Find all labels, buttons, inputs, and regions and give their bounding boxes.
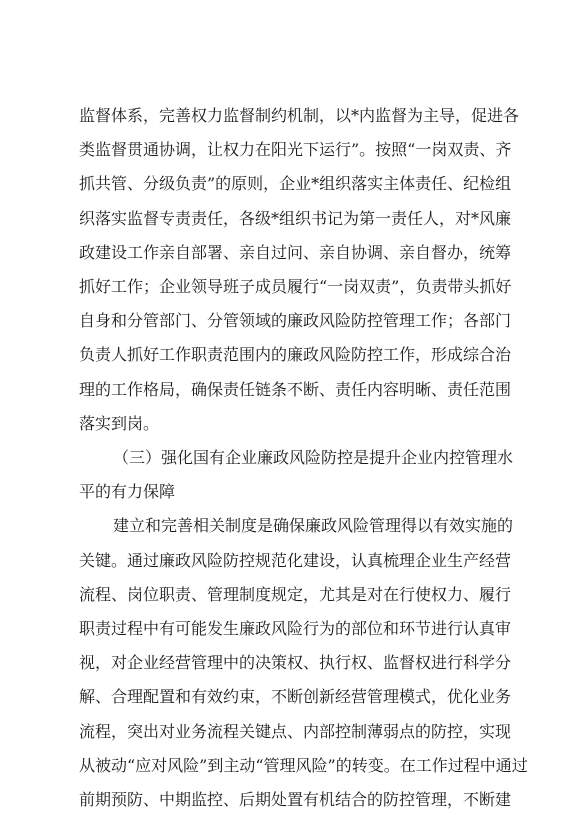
text-line: 视，对企业经营管理中的决策权、执行权、监督权进行科学分: [79, 653, 512, 672]
text-line: 流程、岗位职责、管理制度规定，尤其是对在行使权力、履行: [79, 585, 512, 604]
text-line: 负责人抓好工作职责范围内的廉政风险防控工作，形成综合治: [79, 345, 512, 364]
text-line: 关键。通过廉政风险防控规范化建设，认真梳理企业生产经营: [79, 551, 512, 570]
text-line: 政建设工作亲自部署、亲自过问、亲自协调、亲自督办，统筹: [79, 243, 512, 262]
text-line: 自身和分管部门、分管领域的廉政风险防控管理工作；各部门: [79, 311, 512, 330]
section-heading: 平的有力保障: [79, 482, 176, 501]
text-line: 织落实监督专责责任，各级*组织书记为第一责任人，对*风廉: [79, 209, 512, 228]
text-line: 抓好工作；企业领导班子成员履行“一岗双责”，负责带头抓好: [79, 277, 512, 296]
text-line: 从被动“应对风险”到主动“管理风险”的转变。在工作过程中通过: [79, 756, 528, 775]
text-line: 流程，突出对业务流程关键点、内部控制薄弱点的防控，实现: [79, 722, 512, 741]
text-line: 解、合理配置和有效约束，不断创新经营管理模式，优化业务: [79, 687, 512, 706]
text-line: 落实到岗。: [79, 414, 160, 433]
text-line: 理的工作格局，确保责任链条不断、责任内容明晰、责任范围: [79, 380, 512, 399]
text-line: 监督体系，完善权力监督制约机制，以*内监督为主导，促进各: [79, 106, 520, 125]
text-line: 类监督贯通协调，让权力在阳光下运行”。按照“一岗双责、齐: [79, 140, 512, 159]
text-line: 建立和完善相关制度是确保廉政风险管理得以有效实施的: [113, 516, 514, 535]
text-line: 前期预防、中期监控、后期处置有机结合的防控管理，不断建: [79, 790, 512, 809]
text-line: 职责过程中有可能发生廉政风险行为的部位和环节进行认真审: [79, 619, 512, 638]
section-heading: （三）强化国有企业廉政风险防控是提升企业内控管理水: [113, 448, 514, 467]
text-line: 抓共管、分级负责”的原则，企业*组织落实主体责任、纪检组: [79, 174, 512, 193]
